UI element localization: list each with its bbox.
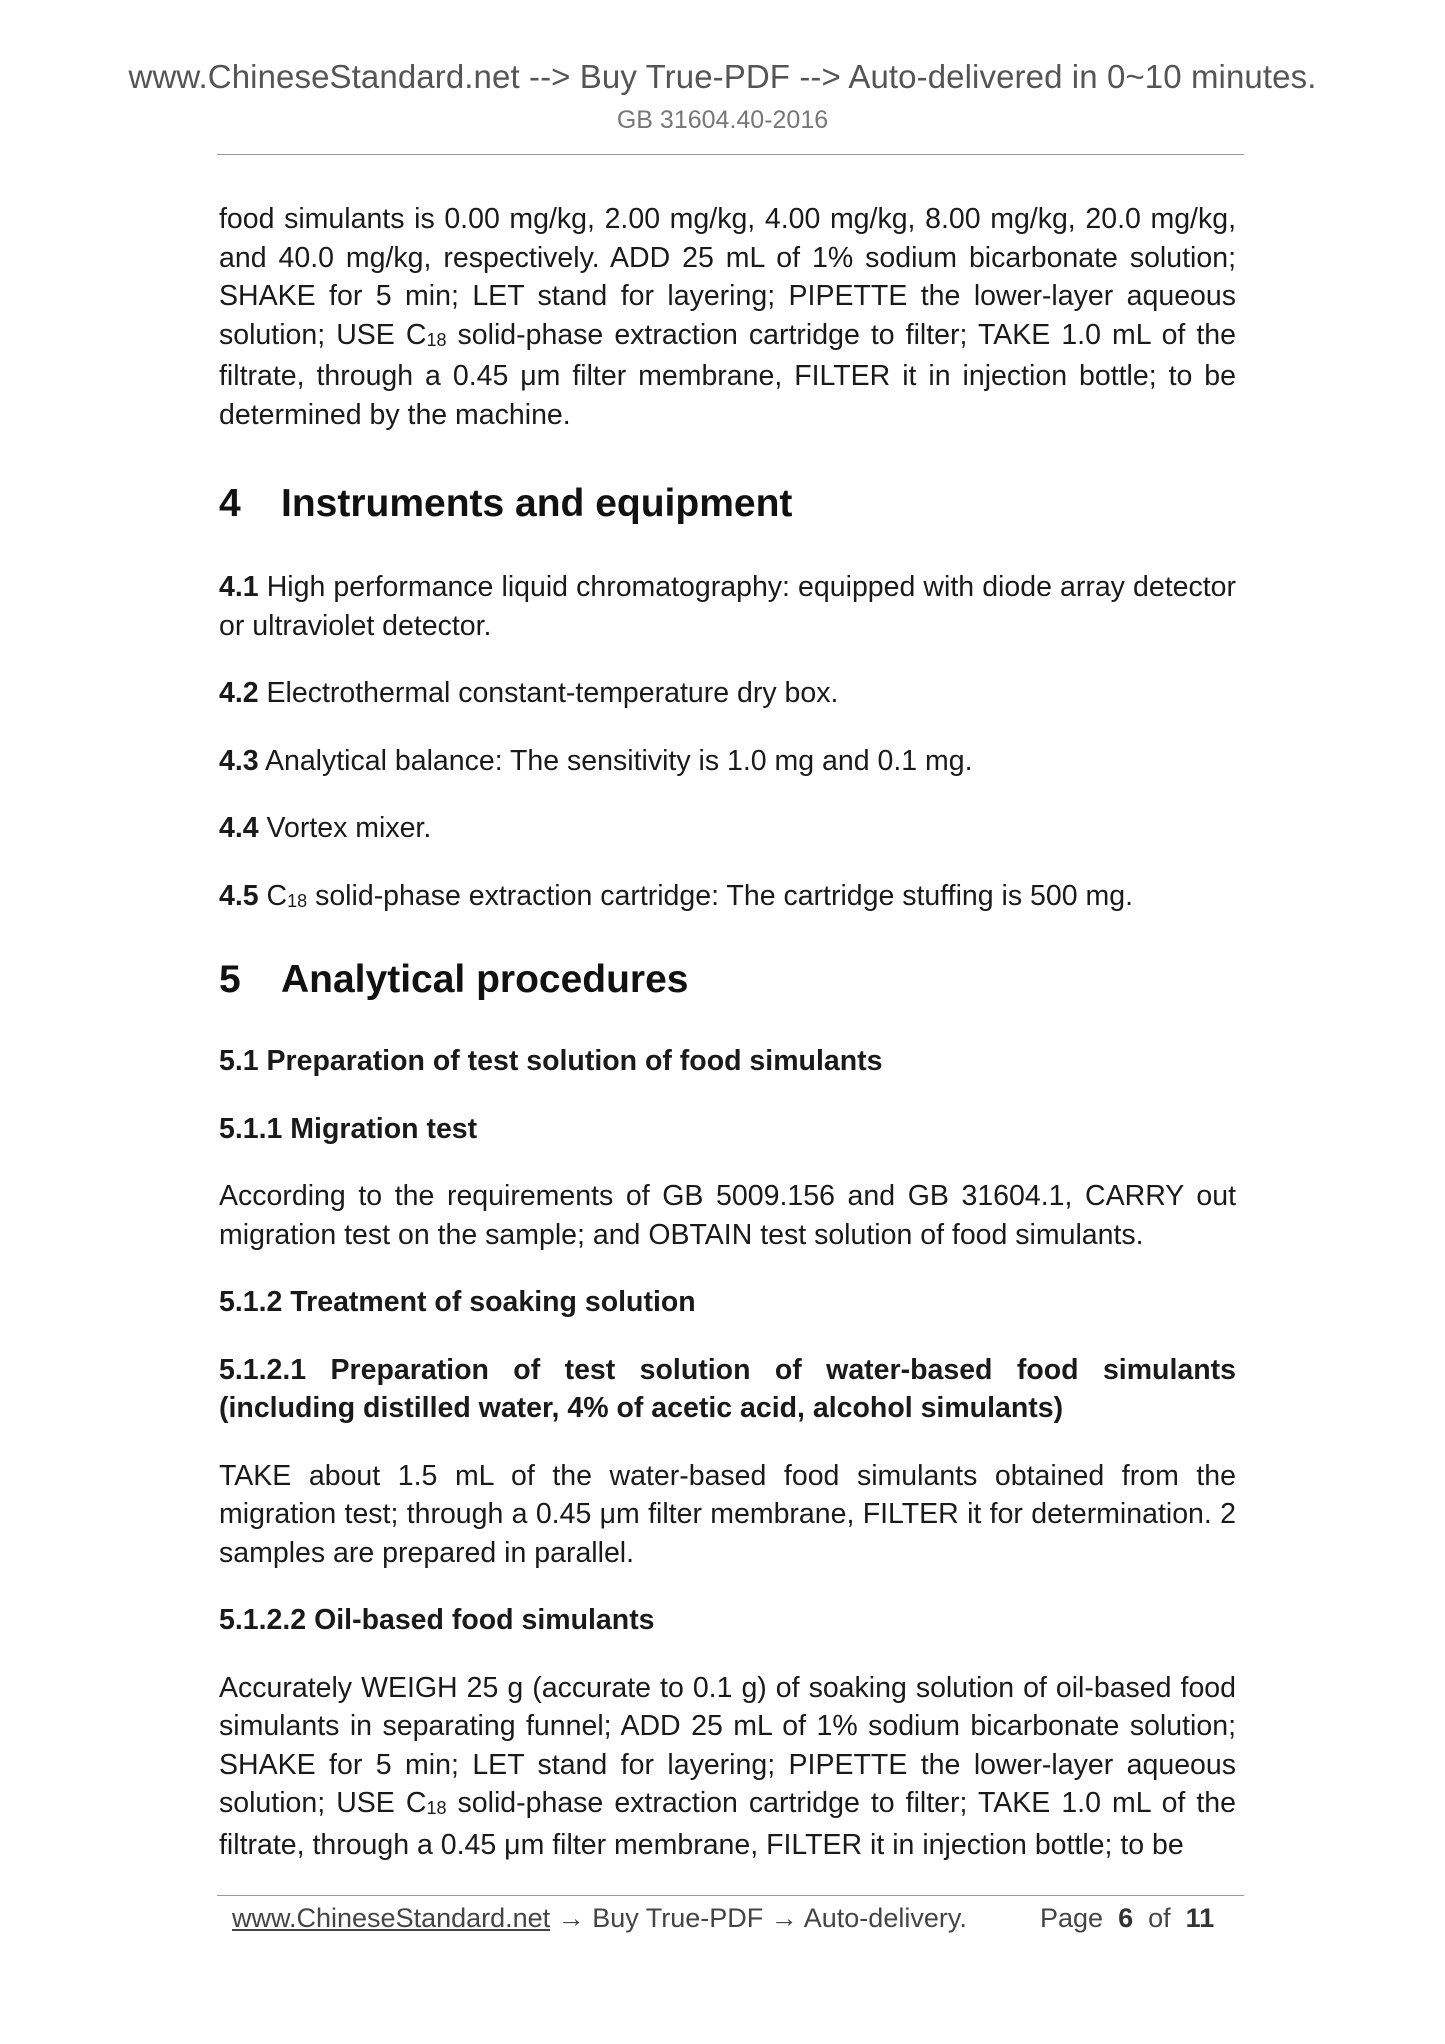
paragraph-5-1-2-2 [219,1669,1236,1865]
item-4-1 [219,568,1236,645]
footer-arrow-icon: → [550,1903,593,1933]
section-4-heading [219,482,1236,526]
section-4-title: Instruments and equipment [281,482,793,525]
item-number: 4.5 [219,879,259,912]
page-total: 11 [1185,1903,1215,1933]
section-5-heading [219,958,1236,1002]
document-body [219,200,1236,1864]
section-5-number: 5 [219,958,241,1001]
footer-arrow-icon: → [763,1903,804,1933]
footer-site-link[interactable]: www.ChineseStandard.net [232,1903,551,1933]
page-of-label: of [1148,1903,1171,1933]
page-label: Page [1040,1903,1104,1933]
item-text: solid-phase extraction cartridge: The cartridge stuffing is 500 mg. [307,879,1134,912]
item-number: 4.2 [219,677,259,709]
section-4-number: 4 [219,482,241,525]
item-4-2 [219,674,1236,713]
item-prefix: C [258,879,288,912]
paragraph-5-1-1: According to the requirements of GB 5009.156 and GB 31604.1, CARRY out migration test on the sample; and OBTAIN test solution of food simulants. [219,1180,1236,1251]
item-text: Analytical balance: The sensitivity is 1.0 mg and 0.1 mg. [258,744,973,777]
intro-text-part1: food simulants is 0.00 mg/kg, 2.00 mg/kg, 4.00 mg/kg, 8.00 mg/kg, 20.0 mg/kg, and 40.0 mg/kg, respectively. ADD 25 mL of 1% sodium bicarbonate solution; SHAKE for 5 min; LET stand for layering; PIPETTE the lower-layer aqueous solution; USE C [219,203,1236,351]
page-footer [232,1900,1232,1936]
item-text: Vortex mixer. [258,812,432,844]
item-4-3 [219,742,1236,781]
page-current: 6 [1118,1903,1134,1933]
heading-5-1: 5.1 Preparation of test solution of food simulants [219,1045,883,1077]
intro-subscript: 18 [426,329,447,350]
header-promo-text: www.ChineseStandard.net --> Buy True-PDF --> Auto-delivered in 0~10 minutes. [128,58,1317,95]
paragraph-text-part2: solid-phase extraction cartridge to filter; TAKE 1.0 mL of the filtrate, through a 0.45 μm filter membrane, FILTER it in injection bottle; to be [219,1787,1237,1861]
paragraph-text-part1: Accurately WEIGH 25 g (accurate to 0.1 g) of soaking solution of oil-based food simulants in separating funnel; ADD 25 mL of 1% sodium bicarbonate solution; SHAKE for 5 min; LET stand for layering; PIPETTE the lower-layer aqueous solution; USE C [219,1671,1236,1819]
heading-5-1-2-1: 5.1.2.1 Preparation of test solution of water-based food simulants (including distilled water, 4% of acetic acid, alcohol simulants) [219,1353,1236,1424]
footer-divider [217,1895,1244,1896]
item-number: 4.1 [219,571,259,603]
section-5-title: Analytical procedures [281,958,689,1001]
footer-buy-text: Buy True-PDF [592,1903,764,1933]
item-text: High performance liquid chromatography: equipped with diode array detector or ultraviolet detector. [219,571,1236,642]
item-text: Electrothermal constant-temperature dry box. [258,677,839,709]
paragraph-5-1-2-1: TAKE about 1.5 mL of the water-based food simulants obtained from the migration test; through a 0.45 μm filter membrane, FILTER it for determination. 2 samples are prepared in parallel. [219,1459,1236,1569]
footer-delivery-text: Auto-delivery. [803,1903,967,1933]
item-number: 4.4 [219,812,259,844]
header-standard-number: GB 31604.40-2016 [616,106,829,134]
paragraph-subscript: 18 [426,1798,447,1818]
heading-5-1-2: 5.1.2 Treatment of soaking solution [219,1286,696,1318]
intro-text-part2: solid-phase extraction cartridge to filter; TAKE 1.0 mL of the filtrate, through a 0.45 μm filter membrane, FILTER it in injection bottle; to be determined by the machine. [219,318,1237,431]
page-number [1040,1900,1214,1936]
header-divider [217,154,1244,155]
item-4-4 [219,809,1236,848]
heading-5-1-2-2: 5.1.2.2 Oil-based food simulants [219,1604,655,1636]
item-number: 4.3 [219,744,259,777]
heading-5-1-1: 5.1.1 Migration test [219,1112,478,1145]
item-4-5 [219,877,1236,919]
intro-paragraph [219,200,1236,434]
item-subscript: 18 [287,890,308,911]
